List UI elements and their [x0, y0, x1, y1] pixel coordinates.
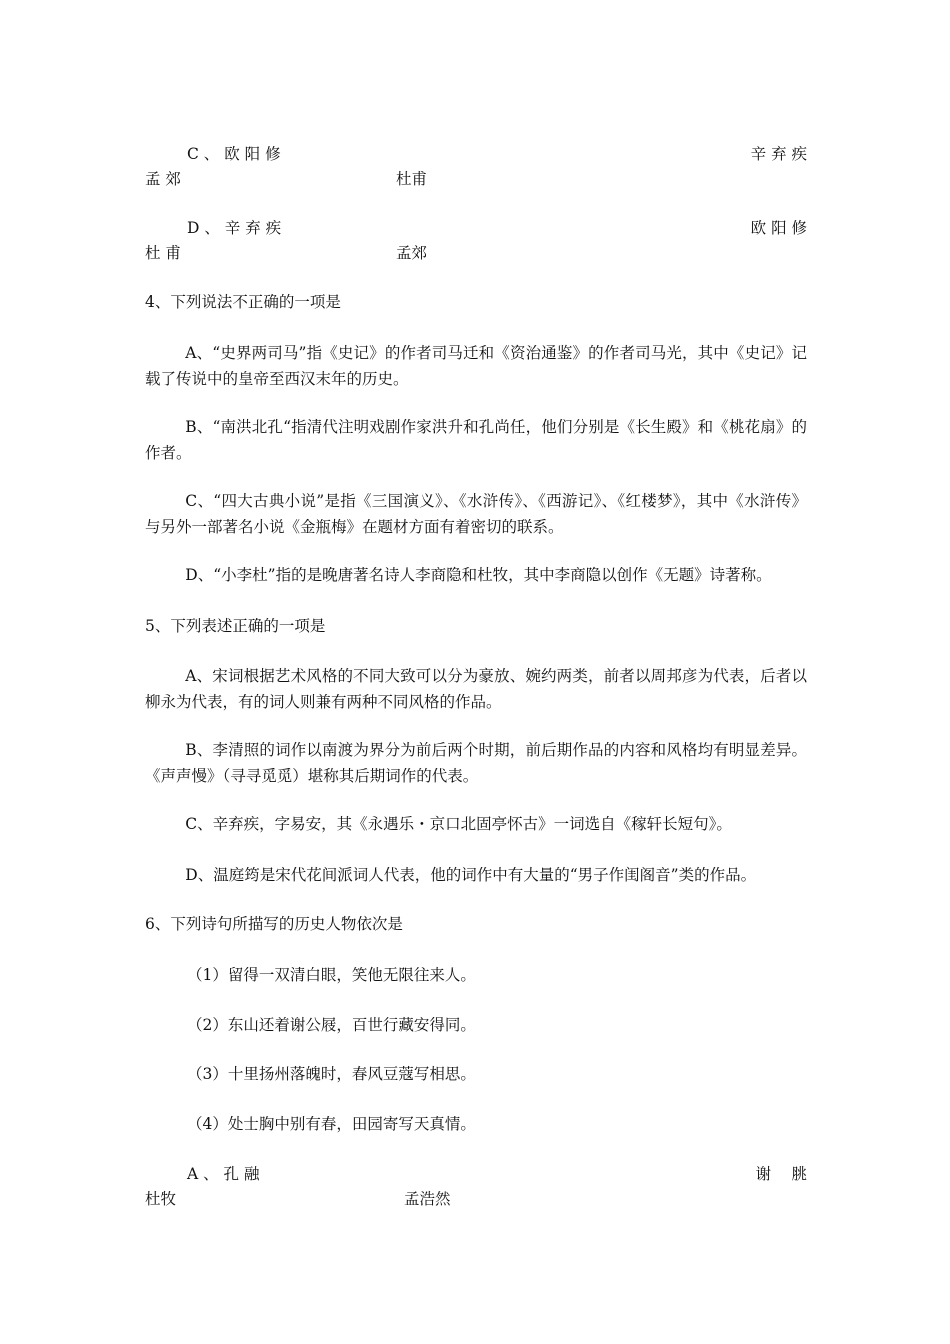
q3-option-d-prefix: D 、 辛 弃 疾: [187, 219, 282, 237]
q5-option-d: D、温庭筠是宋代花间派词人代表，他的词作中有大量的“男子作闺阁音”类的作品。: [185, 866, 757, 884]
q6-option-a-right: 谢 脁: [755, 1165, 807, 1183]
q6-verse-4: （4）处士胸中别有春，田园寄写天真情。: [187, 1115, 476, 1133]
q4-option-d: D、“小李杜”指的是晚唐著名诗人李商隐和杜牧，其中李商隐以创作《无题》诗著称。: [185, 566, 772, 584]
q3-option-c-item-2: 杜甫: [396, 170, 428, 188]
q5-option-a: A、宋词根据艺术风格的不同大致可以分为豪放、婉约两类，前者以周邦彦为代表，后者以柳永为代表，有的词人则兼有两种不同风格的作品。: [145, 667, 807, 711]
q6-verse-1: （1）留得一双清白眼，笑他无限往来人。: [187, 966, 476, 984]
q4-option-b: B、“南洪北孔“指清代注明戏剧作家洪升和孔尚任，他们分别是《长生殿》和《桃花扇》的作者。: [145, 418, 807, 462]
q6-option-a-item-2: 孟浩然: [404, 1190, 451, 1208]
q3-option-d-item-1: 杜 甫: [145, 244, 181, 262]
q6-option-a-item-1: 杜牧: [145, 1190, 177, 1208]
q3-option-d-item-2: 孟郊: [396, 244, 428, 262]
q3-option-c-item-1: 孟 郊: [145, 170, 181, 188]
q4-stem: 4、下列说法不正确的一项是: [145, 293, 341, 311]
q5-option-b: B、李清照的词作以南渡为界分为前后两个时期，前后期作品的内容和风格均有明显差异。《声声慢》（寻寻觅觅）堪称其后期词作的代表。: [145, 741, 807, 785]
q6-option-a-prefix: A 、 孔 融: [187, 1165, 260, 1183]
q5-option-c: C、辛弃疾，字易安，其《永遇乐・京口北固亭怀古》一词选自《稼轩长短句》。: [185, 815, 732, 833]
q6-verse-2: （2）东山还着谢公屐，百世行藏安得同。: [187, 1016, 476, 1034]
q3-option-d-right: 欧 阳 修: [750, 219, 807, 237]
q6-verse-3: （3）十里扬州落魄时，春风豆蔻写相思。: [187, 1065, 476, 1083]
q4-option-c: C、“四大古典小说”是指《三国演义》、《水浒传》、《西游记》、《红楼梦》，其中《水浒传》与另外一部著名小说《金瓶梅》在题材方面有着密切的联系。: [145, 492, 807, 536]
q3-option-c-right: 辛 弃 疾: [750, 145, 807, 163]
q3-option-c-prefix: C 、 欧 阳 修: [187, 145, 281, 163]
q4-option-a: A、“史界两司马”指《史记》的作者司马迁和《资治通鉴》的作者司马光，其中《史记》记载了传说中的皇帝至西汉末年的历史。: [145, 344, 807, 388]
q6-stem: 6、下列诗句所描写的历史人物依次是: [145, 915, 403, 933]
q5-stem: 5、下列表述正确的一项是: [145, 617, 326, 635]
